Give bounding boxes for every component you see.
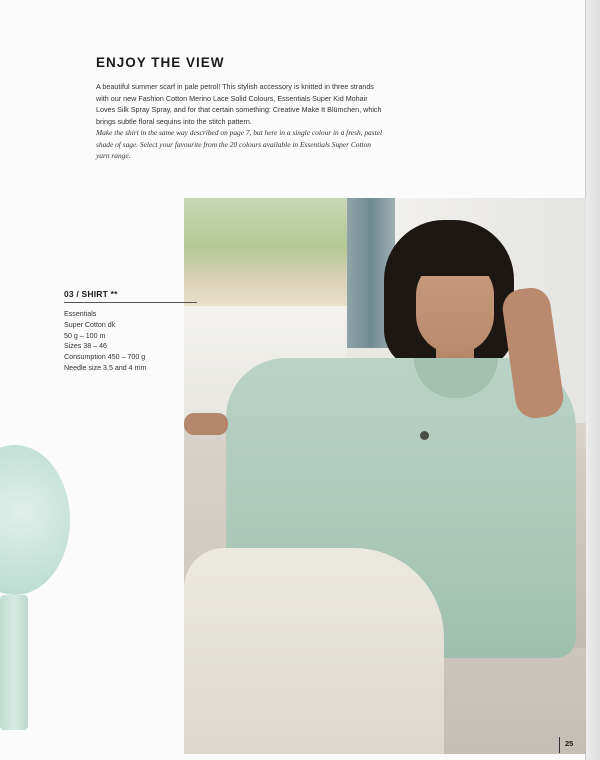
pattern-detail-item: Consumption 450 – 700 g bbox=[64, 353, 146, 362]
shirt-button bbox=[420, 431, 429, 440]
model-photo bbox=[184, 198, 586, 754]
intro-italic-line: Make the shirt in the same way described on page 7, but here in a single colour in a fresh, pastel bbox=[96, 128, 383, 137]
intro-line: brings subtle floral sequins into the stitch pattern. bbox=[96, 116, 252, 126]
pattern-detail-item: Needle size 3.5 and 4 mm bbox=[64, 363, 147, 372]
model-arm-left bbox=[184, 413, 228, 435]
yarn-ball bbox=[0, 445, 70, 595]
page-edge bbox=[586, 0, 600, 760]
page-number: 25 bbox=[565, 739, 574, 748]
white-trousers bbox=[184, 548, 444, 754]
pattern-divider bbox=[64, 302, 197, 303]
pattern-title: 03 / SHIRT ** bbox=[64, 289, 118, 299]
intro-line: with our new Fashion Cotton Merino Lace Solid Colours, Essentials Super Kid Mohair bbox=[96, 93, 368, 103]
page-number-rule bbox=[559, 737, 560, 753]
intro-italic-line: yarn range. bbox=[96, 151, 131, 160]
intro-text bbox=[96, 81, 446, 162]
page-title: ENJOY THE VIEW bbox=[96, 55, 225, 70]
pattern-detail-item: Sizes 38 – 46 bbox=[64, 342, 107, 351]
model-bangs bbox=[410, 242, 502, 276]
pattern-detail-item: Super Cotton dk bbox=[64, 320, 116, 329]
pattern-details bbox=[64, 309, 146, 374]
window-garden-view bbox=[184, 198, 347, 306]
intro-line: Loves Silk Spray Spray, and for that certain something: Creative Make It Blümchen, which bbox=[96, 105, 382, 114]
intro-line: A beautiful summer scarf in pale petrol! This stylish accessory is knitted in three strands bbox=[96, 82, 374, 91]
intro-italic-line: shade of sage. Select your favourite from the 20 colours available in Essentials Super Cotton bbox=[96, 139, 371, 149]
pattern-detail-item: 50 g – 100 m bbox=[64, 331, 106, 340]
yarn-strand bbox=[0, 595, 28, 730]
pattern-detail-item: Essentials bbox=[64, 310, 97, 318]
